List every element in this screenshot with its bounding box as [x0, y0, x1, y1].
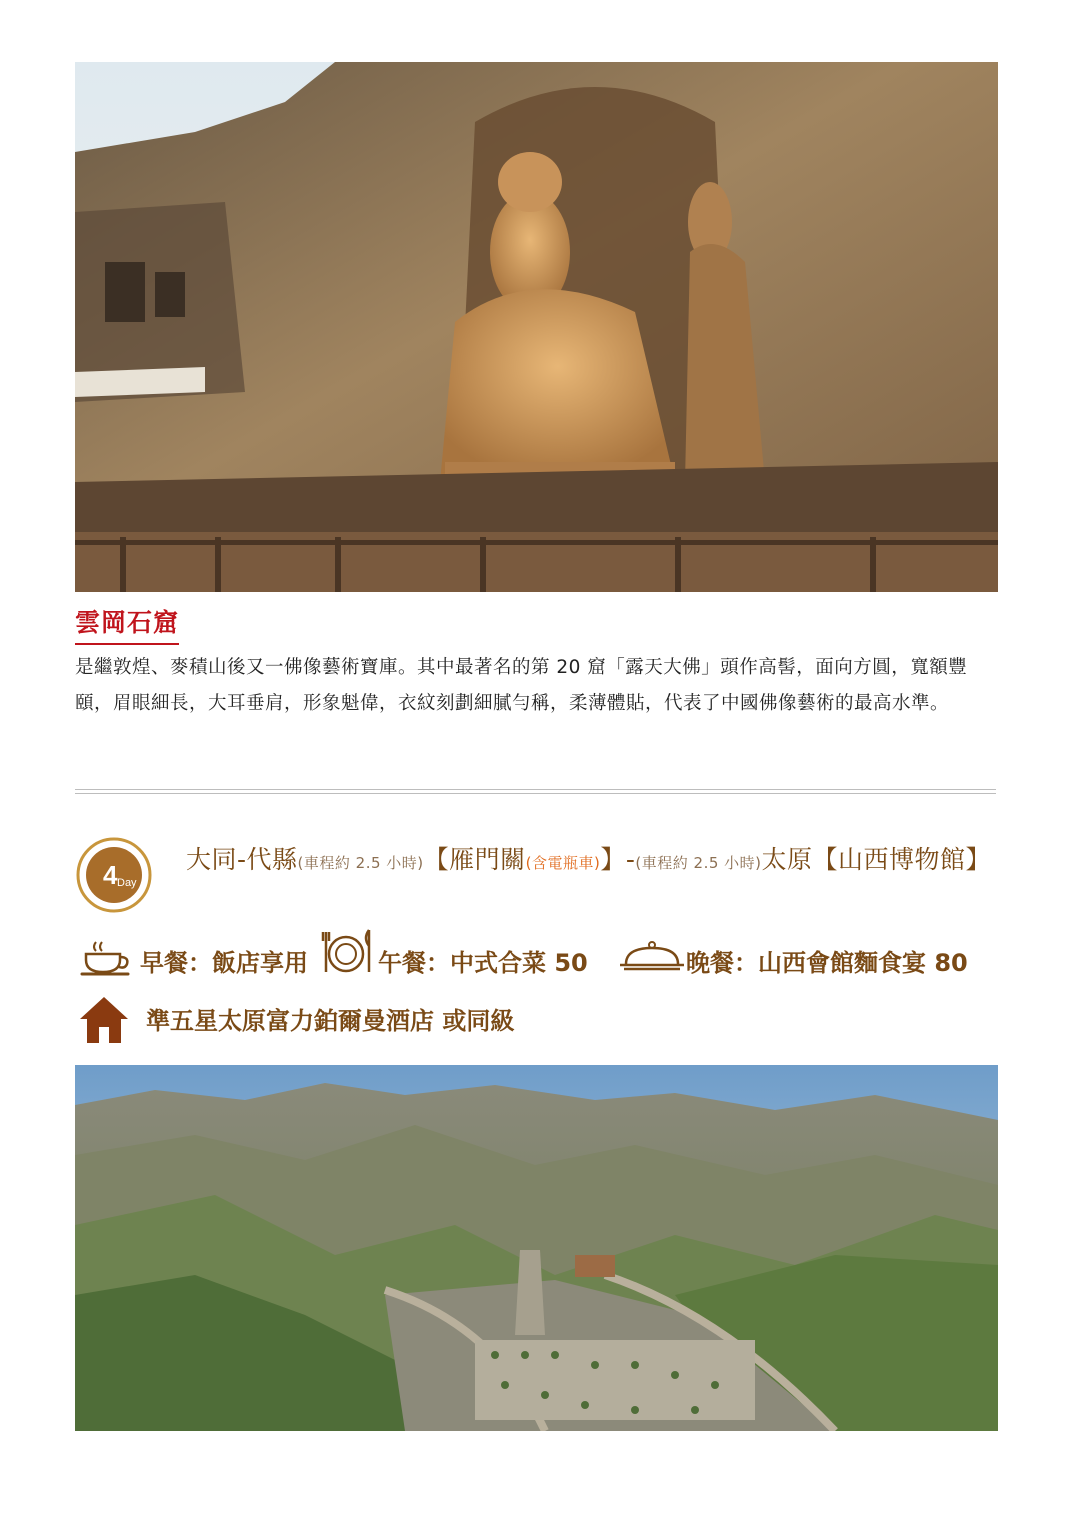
- route-part-1: 大同-代縣: [186, 845, 298, 874]
- meal-lunch: 午餐：中式合菜 50: [378, 949, 588, 977]
- yungang-grottoes-photo: [75, 62, 998, 592]
- route-note-2: (含電瓶車): [525, 854, 601, 872]
- route-part-2: 【雁門關: [423, 845, 526, 874]
- day-badge: [75, 836, 153, 914]
- day-route: [186, 838, 1006, 885]
- meal-dinner: 晚餐：山西會館麵食宴 80: [686, 949, 968, 977]
- house-icon: [78, 995, 130, 1045]
- attraction-description: 是繼敦煌、麥積山後又一佛像藝術寶庫。其中最著名的第 20 窟「露天大佛」頭作高髻，面向方圓，寬額豐頤，眉眼細長，大耳垂肩，形象魁偉，衣紋刻劃細膩勻稱，柔薄體貼，代表了中國佛像藝術的最高水準。: [75, 657, 968, 714]
- yanmen-pass-photo: [75, 1065, 998, 1431]
- meal-breakfast: 早餐：飯店享用: [140, 949, 308, 977]
- day-suffix: Day: [117, 877, 137, 889]
- hotel-name: 準五星太原富力鉑爾曼酒店 或同級: [146, 1007, 515, 1035]
- cloche-icon: [618, 940, 686, 972]
- cup-icon: [80, 940, 132, 980]
- attraction-title: 雲岡石窟: [75, 606, 179, 645]
- route-time-2: (車程約 2.5 小時): [635, 854, 762, 872]
- day-number: 4: [103, 860, 118, 890]
- route-part-3: 】-: [600, 845, 636, 874]
- plate-icon: [320, 928, 376, 974]
- route-part-4: 太原【山西博物館】: [761, 845, 992, 874]
- section-divider: [75, 789, 996, 794]
- route-time-1: (車程約 2.5 小時): [297, 854, 424, 872]
